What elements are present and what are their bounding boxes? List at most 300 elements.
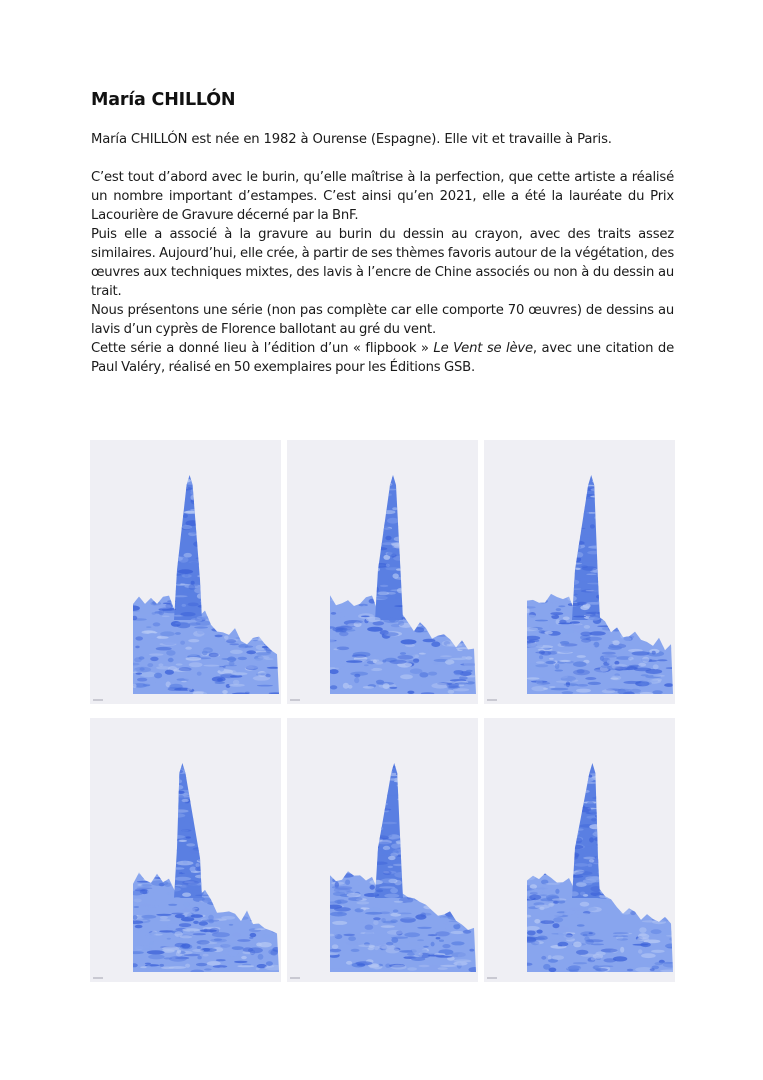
ink-stroke bbox=[197, 526, 210, 531]
ink-stroke bbox=[470, 511, 479, 517]
ink-stroke bbox=[540, 843, 558, 845]
ink-stroke bbox=[454, 562, 468, 564]
ink-stroke bbox=[626, 875, 633, 877]
ink-stroke bbox=[220, 596, 235, 599]
ink-stroke bbox=[345, 880, 350, 885]
ink-stroke bbox=[216, 794, 226, 798]
ink-stroke bbox=[198, 507, 203, 512]
ink-stroke bbox=[348, 493, 358, 498]
ink-stroke bbox=[650, 594, 663, 597]
ink-stroke bbox=[379, 769, 390, 774]
ink-stroke bbox=[631, 662, 640, 664]
ink-stroke bbox=[329, 841, 343, 845]
ink-stroke bbox=[467, 872, 473, 876]
ink-stroke bbox=[256, 652, 271, 655]
ink-stroke bbox=[131, 822, 145, 828]
ink-stroke bbox=[206, 555, 219, 557]
ink-stroke bbox=[661, 607, 668, 611]
ink-stroke bbox=[219, 667, 224, 672]
ink-stroke bbox=[418, 851, 425, 856]
ink-stroke bbox=[614, 837, 630, 839]
ink-stroke bbox=[403, 605, 413, 610]
ink-stroke bbox=[646, 898, 657, 901]
ink-stroke bbox=[524, 862, 541, 867]
ink-stroke bbox=[235, 614, 246, 618]
ink-stroke bbox=[229, 501, 246, 506]
ink-stroke bbox=[359, 865, 369, 869]
ink-stroke bbox=[394, 872, 409, 878]
ink-stroke bbox=[441, 770, 451, 772]
ink-stroke bbox=[224, 586, 237, 589]
ink-stroke bbox=[638, 476, 652, 480]
ink-stroke bbox=[461, 554, 470, 557]
ink-stroke bbox=[553, 821, 566, 826]
ink-stroke bbox=[349, 511, 354, 513]
ink-stroke bbox=[221, 658, 237, 660]
ink-stroke bbox=[463, 930, 472, 934]
ink-stroke bbox=[339, 873, 354, 877]
ink-stroke bbox=[438, 765, 454, 767]
ink-stroke bbox=[527, 843, 534, 848]
ink-stroke bbox=[407, 894, 411, 900]
ink-stroke bbox=[443, 538, 450, 541]
ink-stroke bbox=[167, 938, 171, 940]
ink-stroke bbox=[561, 567, 578, 569]
ink-stroke bbox=[598, 872, 608, 874]
ink-stroke bbox=[431, 795, 448, 800]
ink-stroke bbox=[257, 790, 275, 793]
ink-stroke bbox=[623, 519, 637, 522]
ink-stroke bbox=[557, 801, 569, 804]
ink-stroke bbox=[219, 536, 237, 541]
ink-stroke bbox=[663, 830, 675, 834]
ink-stroke bbox=[268, 629, 276, 632]
ink-stroke bbox=[211, 819, 218, 823]
ink-stroke bbox=[436, 937, 441, 939]
ink-stroke bbox=[570, 621, 580, 623]
ink-stroke bbox=[581, 790, 590, 793]
ink-stroke bbox=[546, 883, 561, 885]
ink-stroke bbox=[467, 607, 473, 611]
ink-stroke bbox=[556, 564, 568, 570]
ink-stroke bbox=[172, 574, 182, 576]
ink-stroke bbox=[215, 519, 230, 524]
ink-stroke bbox=[589, 876, 603, 882]
ink-stroke bbox=[434, 529, 451, 532]
ink-stroke bbox=[644, 490, 650, 495]
ink-stroke bbox=[364, 560, 369, 563]
ink-stroke bbox=[655, 874, 665, 877]
ink-stroke bbox=[457, 764, 470, 766]
ink-stroke bbox=[266, 860, 278, 863]
ink-stroke bbox=[443, 884, 450, 890]
ink-stroke bbox=[164, 957, 173, 959]
ink-stroke bbox=[572, 630, 584, 632]
ink-stroke bbox=[145, 761, 162, 767]
ink-stroke bbox=[263, 791, 276, 796]
ink-stroke bbox=[188, 639, 199, 642]
ink-stroke bbox=[459, 497, 470, 500]
ink-stroke bbox=[558, 860, 563, 862]
ink-stroke bbox=[346, 551, 352, 554]
ink-stroke bbox=[456, 841, 462, 845]
ink-stroke bbox=[363, 523, 367, 525]
ink-stroke bbox=[663, 870, 670, 875]
ink-stroke bbox=[440, 655, 452, 657]
ink-stroke bbox=[222, 622, 239, 624]
ink-stroke bbox=[127, 774, 141, 777]
ink-stroke bbox=[356, 556, 360, 561]
ink-stroke bbox=[407, 604, 418, 606]
ink-stroke bbox=[657, 659, 668, 661]
ink-stroke bbox=[396, 568, 402, 570]
ink-stroke bbox=[391, 937, 398, 943]
ink-stroke bbox=[469, 949, 474, 952]
ink-stroke bbox=[231, 777, 244, 783]
ink-stroke bbox=[265, 573, 275, 577]
ink-stroke bbox=[613, 640, 620, 645]
ink-stroke bbox=[528, 847, 537, 852]
ink-stroke bbox=[445, 548, 460, 551]
ink-stroke bbox=[214, 605, 231, 607]
ink-stroke bbox=[167, 475, 184, 480]
ink-stroke bbox=[264, 646, 279, 651]
ink-stroke bbox=[208, 538, 215, 541]
ink-stroke bbox=[522, 567, 533, 569]
ink-stroke bbox=[596, 776, 609, 779]
ink-stroke bbox=[654, 525, 667, 527]
ink-stroke bbox=[419, 540, 425, 544]
ink-stroke bbox=[356, 566, 374, 570]
ink-stroke bbox=[326, 775, 342, 781]
ink-stroke bbox=[362, 534, 377, 537]
ink-stroke bbox=[354, 799, 368, 802]
ink-stroke bbox=[168, 904, 177, 906]
ink-stroke bbox=[627, 896, 638, 900]
ink-stroke bbox=[147, 774, 153, 776]
ink-stroke bbox=[252, 815, 260, 818]
ink-stroke bbox=[541, 495, 553, 500]
ink-stroke bbox=[459, 868, 465, 874]
ink-stroke bbox=[548, 955, 552, 959]
ink-stroke bbox=[348, 936, 356, 941]
ink-stroke bbox=[570, 541, 585, 546]
ink-stroke bbox=[554, 555, 565, 559]
ink-stroke bbox=[540, 593, 549, 597]
ink-stroke bbox=[555, 564, 564, 566]
ink-stroke bbox=[555, 791, 563, 797]
ink-stroke bbox=[215, 570, 229, 576]
ink-stroke bbox=[342, 629, 355, 631]
ink-stroke bbox=[430, 860, 438, 864]
ink-stroke bbox=[263, 820, 279, 825]
ink-stroke bbox=[621, 597, 629, 601]
ink-stroke bbox=[659, 609, 667, 615]
ink-stroke bbox=[545, 553, 556, 555]
ink-stroke bbox=[607, 580, 614, 583]
ink-stroke bbox=[368, 841, 376, 843]
ink-stroke bbox=[656, 541, 671, 546]
ink-stroke bbox=[420, 887, 427, 889]
ink-stroke bbox=[440, 592, 456, 595]
ink-stroke bbox=[258, 528, 264, 532]
ink-stroke bbox=[135, 488, 140, 492]
ink-stroke bbox=[162, 616, 170, 618]
ink-stroke bbox=[608, 835, 618, 837]
ink-stroke bbox=[421, 692, 435, 694]
ink-stroke bbox=[145, 775, 151, 777]
ink-stroke bbox=[454, 671, 462, 676]
ink-stroke bbox=[203, 954, 209, 957]
ink-stroke bbox=[342, 793, 354, 797]
ink-stroke bbox=[615, 533, 627, 539]
ink-stroke bbox=[337, 539, 349, 545]
ink-stroke bbox=[425, 563, 436, 566]
ink-stroke bbox=[268, 509, 277, 513]
ink-stroke bbox=[156, 647, 172, 651]
ink-stroke bbox=[649, 488, 662, 493]
ink-stroke bbox=[649, 891, 664, 893]
ink-stroke bbox=[579, 967, 591, 972]
ink-stroke bbox=[414, 851, 424, 856]
ink-stroke bbox=[432, 874, 446, 879]
ink-stroke bbox=[254, 909, 269, 911]
ink-stroke bbox=[266, 635, 281, 640]
ink-stroke bbox=[612, 831, 620, 835]
ink-stroke bbox=[331, 495, 340, 497]
ink-stroke bbox=[631, 808, 642, 813]
ink-stroke bbox=[255, 792, 272, 794]
ink-stroke bbox=[547, 773, 553, 778]
ink-stroke bbox=[422, 849, 437, 855]
ink-stroke bbox=[135, 925, 143, 929]
ink-stroke bbox=[376, 941, 385, 944]
ink-stroke bbox=[613, 932, 629, 934]
ink-stroke bbox=[426, 552, 434, 554]
ink-stroke bbox=[640, 907, 652, 909]
ink-stroke bbox=[637, 884, 653, 888]
ink-stroke bbox=[245, 906, 257, 911]
ink-stroke bbox=[329, 858, 345, 861]
ink-stroke bbox=[252, 616, 259, 621]
ink-stroke bbox=[651, 950, 665, 953]
ink-stroke bbox=[198, 605, 209, 608]
ink-stroke bbox=[275, 640, 282, 643]
ink-stroke bbox=[644, 788, 656, 792]
ink-stroke bbox=[454, 765, 459, 771]
ink-stroke bbox=[339, 513, 356, 515]
ink-stroke bbox=[332, 944, 339, 949]
ink-stroke bbox=[228, 777, 235, 780]
ink-stroke bbox=[201, 531, 216, 534]
ink-stroke bbox=[179, 667, 192, 671]
ink-stroke bbox=[363, 580, 372, 585]
ink-stroke bbox=[419, 563, 432, 567]
ink-stroke bbox=[631, 887, 640, 891]
ink-stroke bbox=[442, 944, 450, 948]
ink-stroke bbox=[221, 895, 236, 897]
ink-stroke bbox=[653, 664, 659, 669]
ink-stroke bbox=[343, 788, 359, 790]
ink-stroke bbox=[248, 596, 266, 598]
ink-stroke bbox=[242, 793, 253, 795]
ink-stroke bbox=[662, 575, 667, 579]
ink-stroke bbox=[577, 913, 592, 919]
ink-stroke bbox=[390, 853, 398, 857]
ink-stroke bbox=[263, 771, 276, 777]
ink-stroke bbox=[443, 832, 447, 838]
ink-stroke bbox=[253, 762, 270, 766]
ink-stroke bbox=[459, 506, 465, 510]
ink-stroke bbox=[549, 686, 555, 688]
ink-stroke bbox=[523, 789, 539, 791]
ink-stroke bbox=[605, 885, 617, 887]
ink-stroke bbox=[205, 924, 220, 927]
ink-stroke bbox=[404, 840, 419, 844]
ink-stroke bbox=[352, 838, 368, 842]
ink-stroke bbox=[593, 965, 599, 970]
ink-stroke bbox=[662, 808, 673, 813]
ink-stroke bbox=[360, 772, 369, 775]
ink-stroke bbox=[583, 934, 588, 936]
ink-stroke bbox=[128, 832, 146, 836]
ink-stroke bbox=[463, 779, 470, 782]
ink-stroke bbox=[174, 877, 191, 881]
ink-stroke bbox=[409, 481, 419, 487]
ink-stroke bbox=[261, 908, 278, 912]
ink-stroke bbox=[545, 839, 550, 844]
ink-stroke bbox=[413, 527, 431, 532]
ink-stroke bbox=[585, 560, 598, 562]
ink-stroke bbox=[387, 552, 396, 557]
ink-stroke bbox=[534, 870, 550, 875]
ink-stroke bbox=[649, 850, 659, 854]
ink-stroke bbox=[351, 501, 359, 503]
ink-stroke bbox=[664, 683, 674, 687]
ink-stroke bbox=[139, 805, 155, 811]
ink-stroke bbox=[404, 798, 416, 801]
ink-stroke bbox=[445, 523, 453, 527]
ink-stroke bbox=[582, 853, 598, 856]
ink-stroke bbox=[439, 940, 444, 942]
ink-stroke bbox=[334, 550, 347, 553]
ink-stroke bbox=[419, 875, 425, 877]
ink-stroke bbox=[172, 511, 176, 516]
ink-stroke bbox=[576, 689, 591, 693]
ink-stroke bbox=[167, 569, 174, 571]
ink-stroke bbox=[362, 854, 376, 858]
ink-stroke bbox=[412, 948, 421, 953]
ink-stroke bbox=[408, 867, 420, 873]
ink-stroke bbox=[388, 792, 397, 795]
ink-stroke bbox=[190, 884, 198, 888]
ink-stroke bbox=[657, 771, 668, 776]
ink-stroke bbox=[141, 526, 156, 531]
ink-stroke bbox=[267, 877, 272, 881]
ink-stroke bbox=[455, 769, 468, 775]
ink-stroke bbox=[440, 830, 456, 835]
ink-stroke bbox=[541, 956, 546, 960]
ink-stroke bbox=[439, 764, 450, 768]
ink-stroke bbox=[383, 482, 393, 486]
ink-stroke bbox=[197, 946, 201, 949]
ink-stroke bbox=[530, 765, 540, 771]
ink-stroke bbox=[253, 658, 265, 660]
ink-stroke bbox=[240, 574, 249, 577]
ink-stroke bbox=[204, 864, 209, 869]
ink-stroke bbox=[255, 841, 265, 845]
ink-stroke bbox=[430, 886, 436, 890]
ink-stroke bbox=[555, 829, 562, 835]
ink-stroke bbox=[535, 905, 550, 909]
ink-stroke bbox=[259, 878, 274, 880]
ink-stroke bbox=[522, 875, 536, 881]
ink-stroke bbox=[605, 843, 615, 849]
ink-stroke bbox=[167, 764, 179, 769]
ink-stroke bbox=[264, 581, 279, 587]
ink-stroke bbox=[639, 614, 653, 619]
ink-stroke bbox=[554, 685, 572, 689]
ink-stroke bbox=[619, 794, 628, 798]
ink-stroke bbox=[411, 610, 428, 616]
ink-stroke bbox=[229, 662, 235, 666]
ink-stroke bbox=[451, 872, 461, 875]
ink-stroke bbox=[406, 795, 422, 798]
ink-stroke bbox=[261, 770, 274, 774]
ink-stroke bbox=[256, 873, 272, 876]
ink-stroke bbox=[402, 951, 411, 953]
ink-stroke bbox=[186, 836, 191, 838]
ink-stroke bbox=[664, 926, 671, 929]
ink-stroke bbox=[521, 555, 538, 559]
ink-stroke bbox=[542, 825, 551, 831]
ink-stroke bbox=[261, 869, 266, 875]
ink-stroke bbox=[168, 514, 174, 519]
ink-stroke bbox=[548, 492, 564, 495]
ink-stroke bbox=[273, 895, 281, 901]
ink-stroke bbox=[436, 775, 448, 779]
ink-stroke bbox=[463, 615, 475, 620]
ink-stroke bbox=[195, 867, 203, 872]
ink-stroke bbox=[351, 496, 368, 498]
ink-stroke bbox=[412, 793, 426, 798]
ink-stroke bbox=[457, 890, 467, 892]
ink-stroke bbox=[389, 687, 397, 689]
ink-stroke bbox=[588, 864, 592, 868]
ink-stroke bbox=[212, 542, 228, 545]
ink-stroke bbox=[663, 540, 668, 542]
ink-stroke bbox=[250, 933, 257, 937]
ink-stroke bbox=[363, 874, 370, 877]
ink-stroke bbox=[459, 787, 468, 792]
ink-stroke bbox=[367, 542, 383, 545]
ink-stroke bbox=[247, 814, 265, 820]
ink-stroke bbox=[548, 500, 565, 502]
ink-stroke bbox=[220, 844, 233, 846]
ink-stroke bbox=[130, 833, 139, 838]
ink-stroke bbox=[653, 845, 661, 849]
ink-stroke bbox=[167, 600, 176, 602]
ink-stroke bbox=[146, 626, 151, 628]
ink-stroke bbox=[337, 821, 345, 825]
ink-stroke bbox=[271, 613, 280, 619]
ink-stroke bbox=[433, 501, 438, 504]
ink-stroke bbox=[645, 771, 654, 774]
ink-stroke bbox=[326, 832, 341, 837]
ink-stroke bbox=[384, 894, 399, 898]
ink-stroke bbox=[431, 942, 435, 947]
ink-stroke bbox=[346, 576, 357, 582]
